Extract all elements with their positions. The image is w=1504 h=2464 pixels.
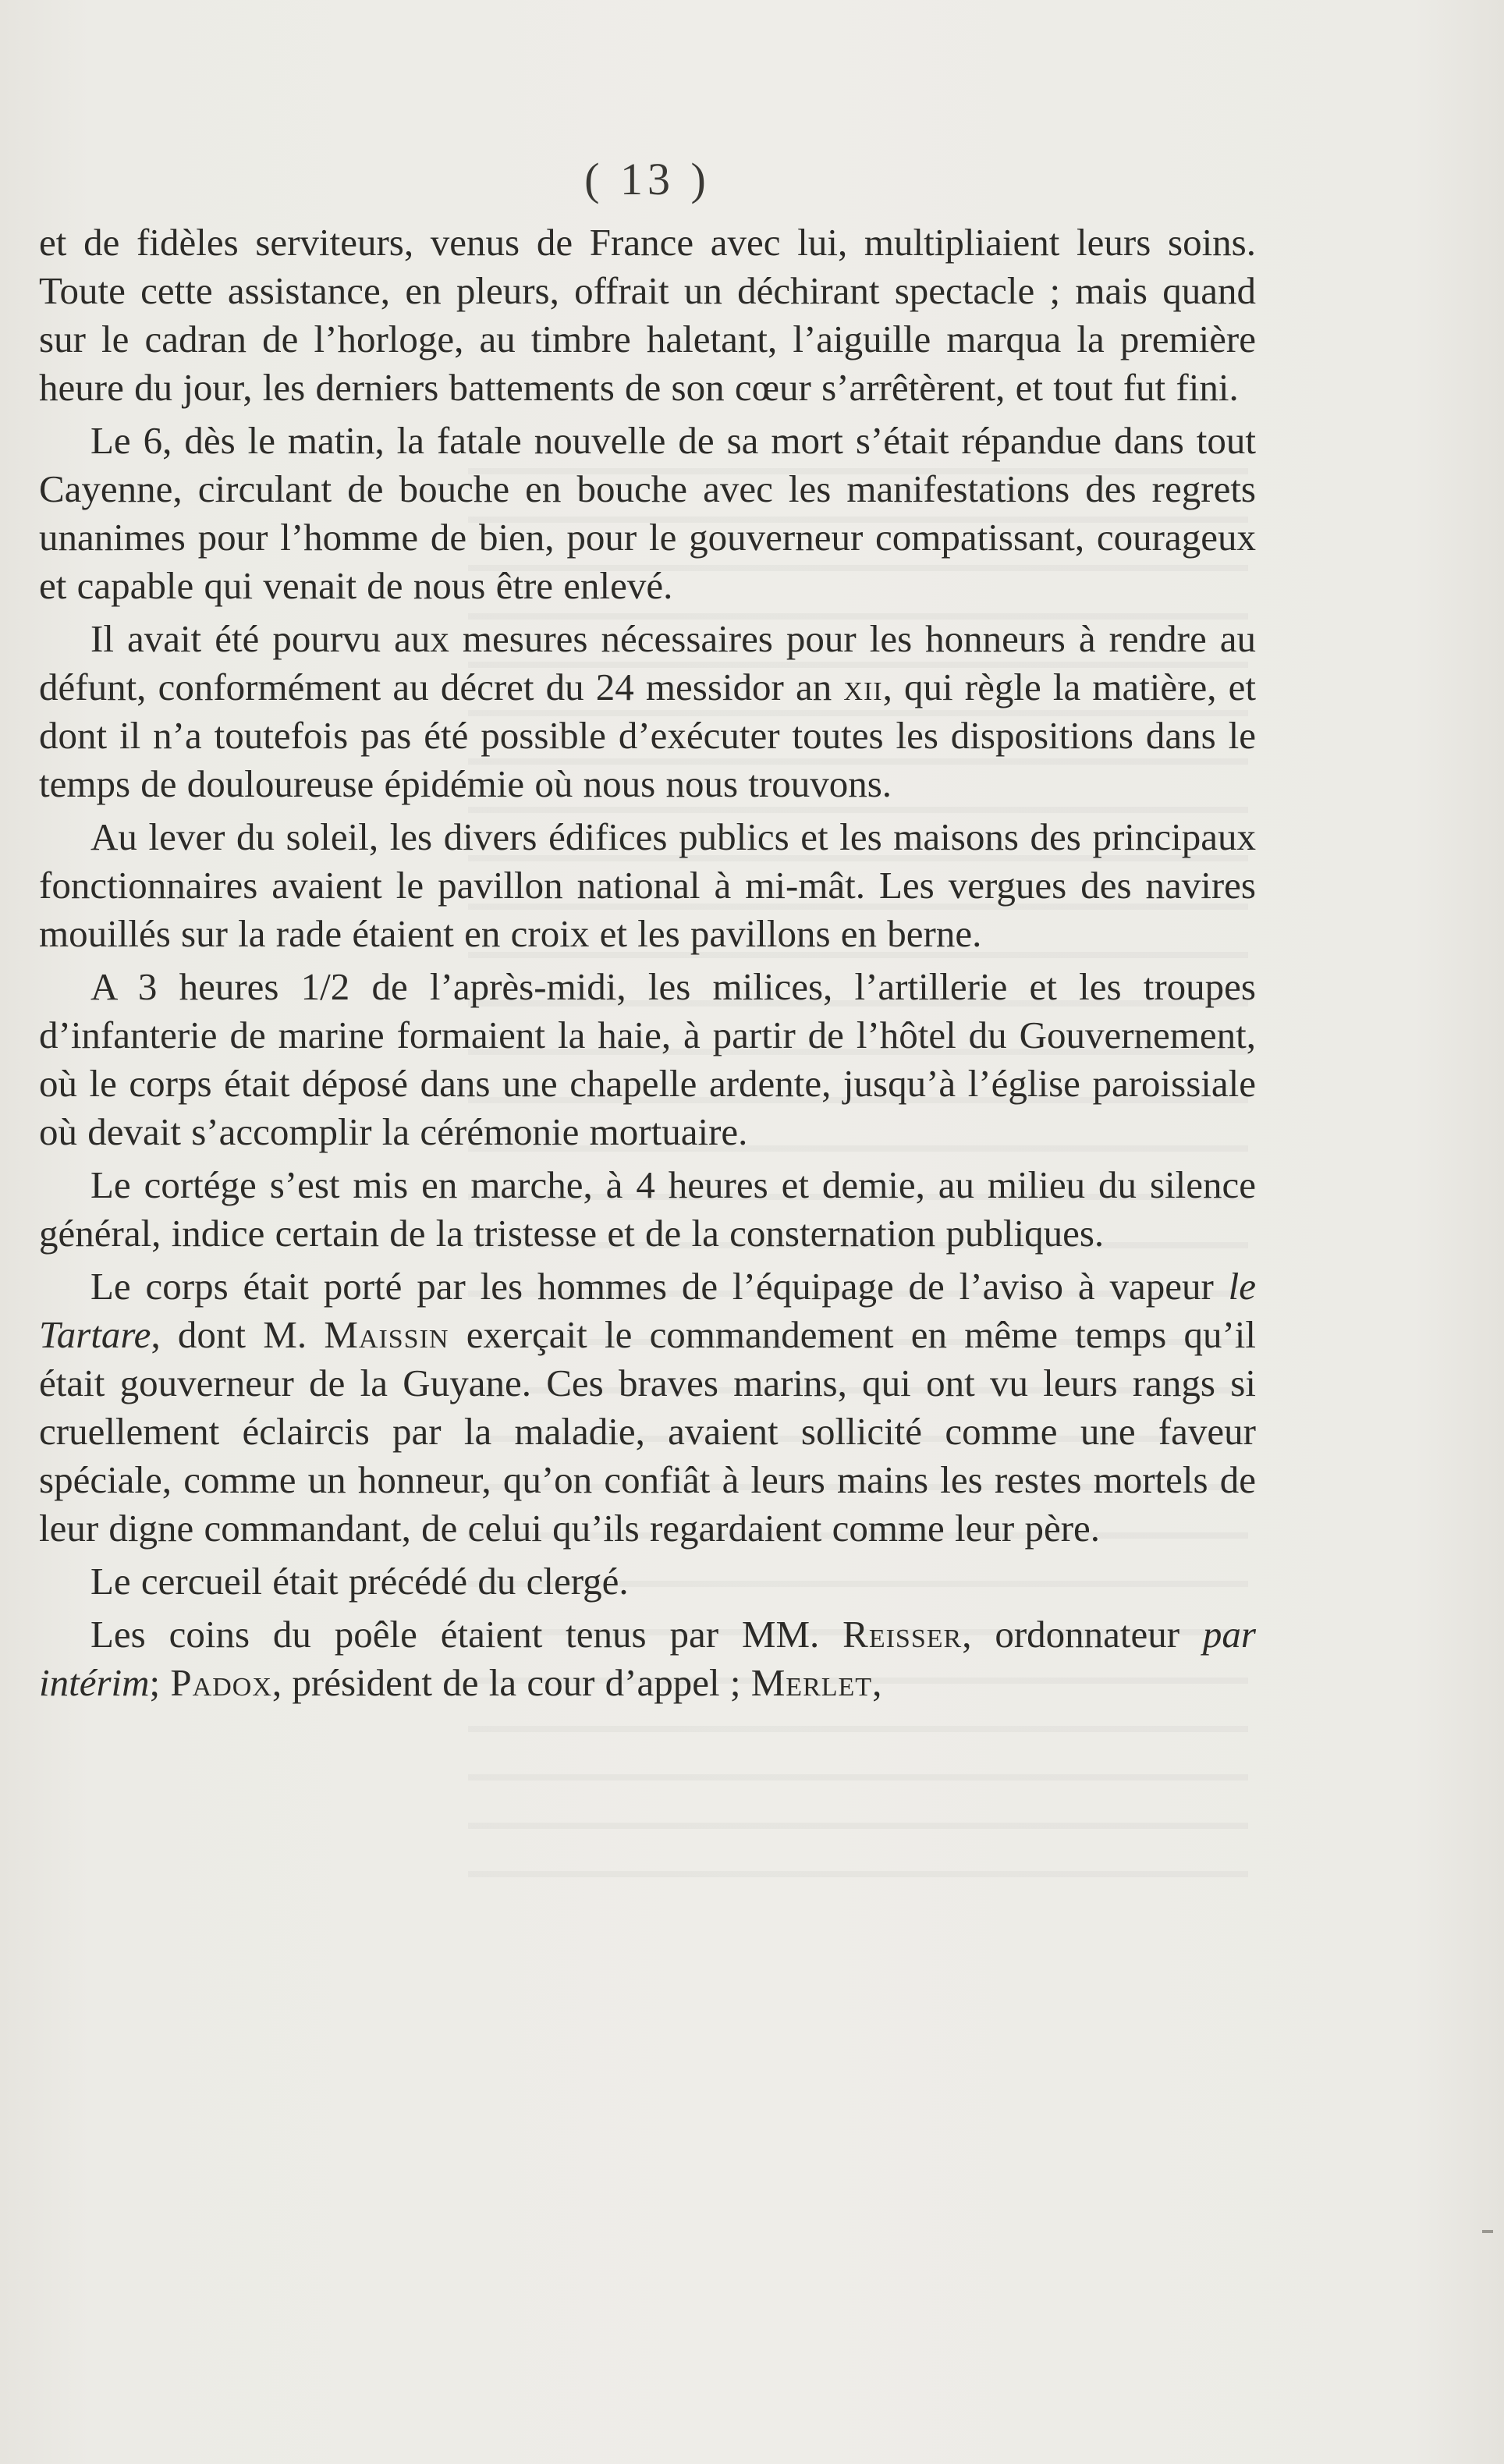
small-caps-name: Maissin bbox=[324, 1313, 449, 1356]
small-caps-name: Reisser bbox=[842, 1613, 963, 1656]
small-caps-name: xii bbox=[843, 666, 883, 708]
paragraph-4 bbox=[39, 813, 1256, 958]
text-run: A 3 heures 1/2 de l’après-midi, les milices, l’artillerie et les troupes d’infanterie de marine formaient la haie, à partir de l’hôtel du Gouvernement, où le corps était déposé dans une chapelle ardente, jusqu’à l’église paroissiale où devait s’accomplir la cérémonie mortuaire. bbox=[39, 965, 1256, 1153]
text-run: Le cortége s’est mis en marche, à 4 heures et demie, au milieu du silence général, indice certain de la tristesse et de la consternation publiques. bbox=[39, 1163, 1256, 1255]
text-run: exerçait le commandement en même temps qu’il était gouverneur de la Guyane. Ces braves marins, qui ont vu leurs rangs si cruellement éclaircis par la maladie, avaient sollicité comme une faveur spéciale, comme un honneur, qu’on confiât à leurs mains les restes mortels de leur digne commandant, de celui qu’ils regardaient comme leur père. bbox=[39, 1313, 1257, 1550]
edge-mark bbox=[1482, 2230, 1493, 2233]
italic-text: par intérim bbox=[39, 1613, 1256, 1704]
paragraph-6 bbox=[39, 1161, 1256, 1258]
text-run: , dont M. bbox=[151, 1313, 325, 1356]
text-run: et de fidèles serviteurs, venus de France avec lui, multipliaient leurs soins. Toute cette assistance, en pleurs, offrait un déchirant spectacle ; mais quand sur le cadran de l’horloge, au timbre haletant, l’aiguille marqua la première heure du jour, les derniers battements de son cœur s’arrêtèrent, et tout fut fini. bbox=[39, 221, 1256, 409]
paragraph-9 bbox=[39, 1610, 1256, 1707]
small-caps-name: Padox bbox=[170, 1661, 272, 1704]
page-number: ( 13 ) bbox=[584, 154, 711, 204]
text-run: Le corps était porté par les hommes de l’équipage de l’aviso à vapeur bbox=[90, 1265, 1229, 1308]
text-run: , ordonnateur bbox=[962, 1613, 1203, 1656]
text-run: , qui règle la matière, et dont il n’a toutefois pas été possible d’exécuter toutes les dispositions dans le temps de douloureuse épidémie où nous nous trouvons. bbox=[39, 666, 1256, 805]
italic-text: le Tartare bbox=[39, 1265, 1256, 1356]
paragraph-1 bbox=[39, 218, 1256, 412]
text-run: Le cercueil était précédé du clergé. bbox=[90, 1560, 629, 1603]
body-text bbox=[39, 218, 1256, 1707]
small-caps-name: Merlet bbox=[750, 1661, 873, 1704]
paragraph-7 bbox=[39, 1262, 1256, 1553]
paragraph-2 bbox=[39, 417, 1256, 610]
text-run: Le 6, dès le matin, la fatale nouvelle de sa mort s’était répandue dans tout Cayenne, circulant de bouche en bouche avec les manifestations des regrets unanimes pour l’homme de bien, pour le gouverneur compatissant, courageux et capable qui venait de nous être enlevé. bbox=[39, 419, 1256, 607]
text-run: Il avait été pourvu aux mesures nécessaires pour les honneurs à rendre au défunt, conformément au décret du 24 messidor an bbox=[39, 617, 1256, 708]
text-run: , président de la cour d’appel ; bbox=[271, 1661, 751, 1704]
text-run: ; bbox=[149, 1661, 171, 1704]
text-run: Au lever du soleil, les divers édifices publics et les maisons des principaux fonctionnaires avaient le pavillon national à mi-mât. Les vergues des navires mouillés sur la rade étaient en croix et les pavillons en berne. bbox=[39, 815, 1256, 955]
text-run: , bbox=[872, 1661, 882, 1704]
paragraph-5 bbox=[39, 963, 1256, 1156]
paragraph-8 bbox=[39, 1557, 1256, 1606]
text-run: Les coins du poêle étaient tenus par MM. bbox=[90, 1613, 843, 1656]
paragraph-3 bbox=[39, 615, 1256, 808]
